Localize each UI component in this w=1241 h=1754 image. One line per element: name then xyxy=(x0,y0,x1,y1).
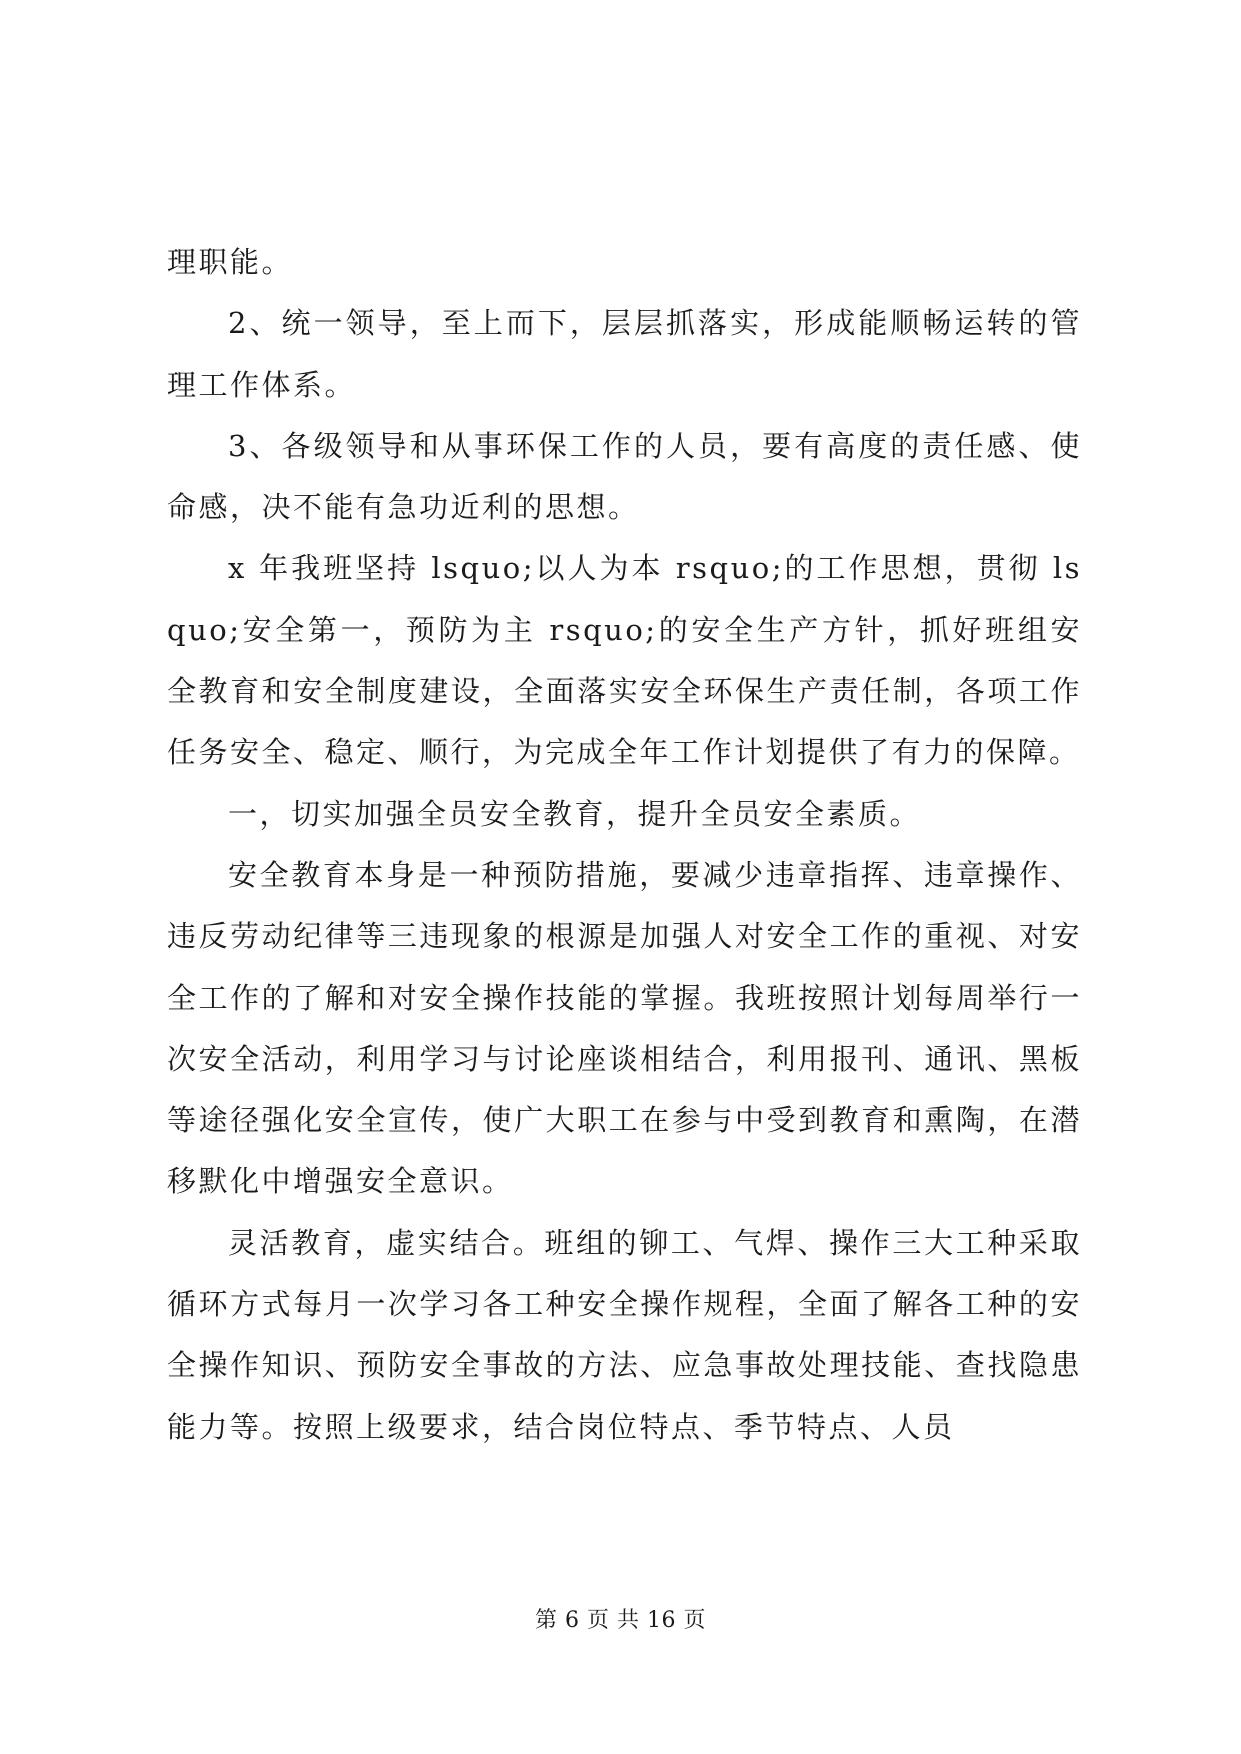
paragraph-safety-education: 安全教育本身是一种预防措施，要减少违章指挥、违章操作、违反劳动纪律等三违现象的根源是加强人对安全工作的重视、对安全工作的了解和对安全操作技能的掌握。我班按照计划每周举行一次安全活动，利用学习与讨论座谈相结合，利用报刊、通讯、黑板等途径强化安全宣传，使广大职工在参与中受到教育和熏陶，在潜移默化中增强安全意识。 xyxy=(167,857,1082,1199)
paragraph-continuation: 理职能。 xyxy=(167,245,294,279)
page-number-footer: 第 6 页 共 16 页 xyxy=(535,1608,706,1633)
paragraph-item-2: 2、统一领导，至上而下，层层抓落实，形成能顺畅运转的管理工作体系。 xyxy=(167,306,1082,402)
body-text xyxy=(167,232,1082,1458)
paragraph-flexible-education: 灵活教育，虚实结合。班组的铆工、气焊、操作三大工种采取循环方式每月一次学习各工种安全操作规程，全面了解各工种的安全操作知识、预防安全事故的方法、应急事故处理技能、查找隐患能力等。按照上级要求，结合岗位特点、季节特点、人员 xyxy=(167,1225,1082,1444)
section-heading-1: 一，切实加强全员安全教育，提升全员安全素质。 xyxy=(228,796,922,831)
paragraph-annual-summary: x 年我班坚持 lsquo;以人为本 rsquo;的工作思想，贯彻 lsquo;安全第一，预防为主 rsquo;的安全生产方针，抓好班组安全教育和安全制度建设，全面落实安全环保生产责任制，各项工作任务安全、稳定、顺行，为完成全年工作计划提供了有力的保障。 xyxy=(167,551,1082,770)
paragraph-item-3: 3、各级领导和从事环保工作的人员，要有高度的责任感、使命感，决不能有急功近利的思想。 xyxy=(167,428,1082,525)
